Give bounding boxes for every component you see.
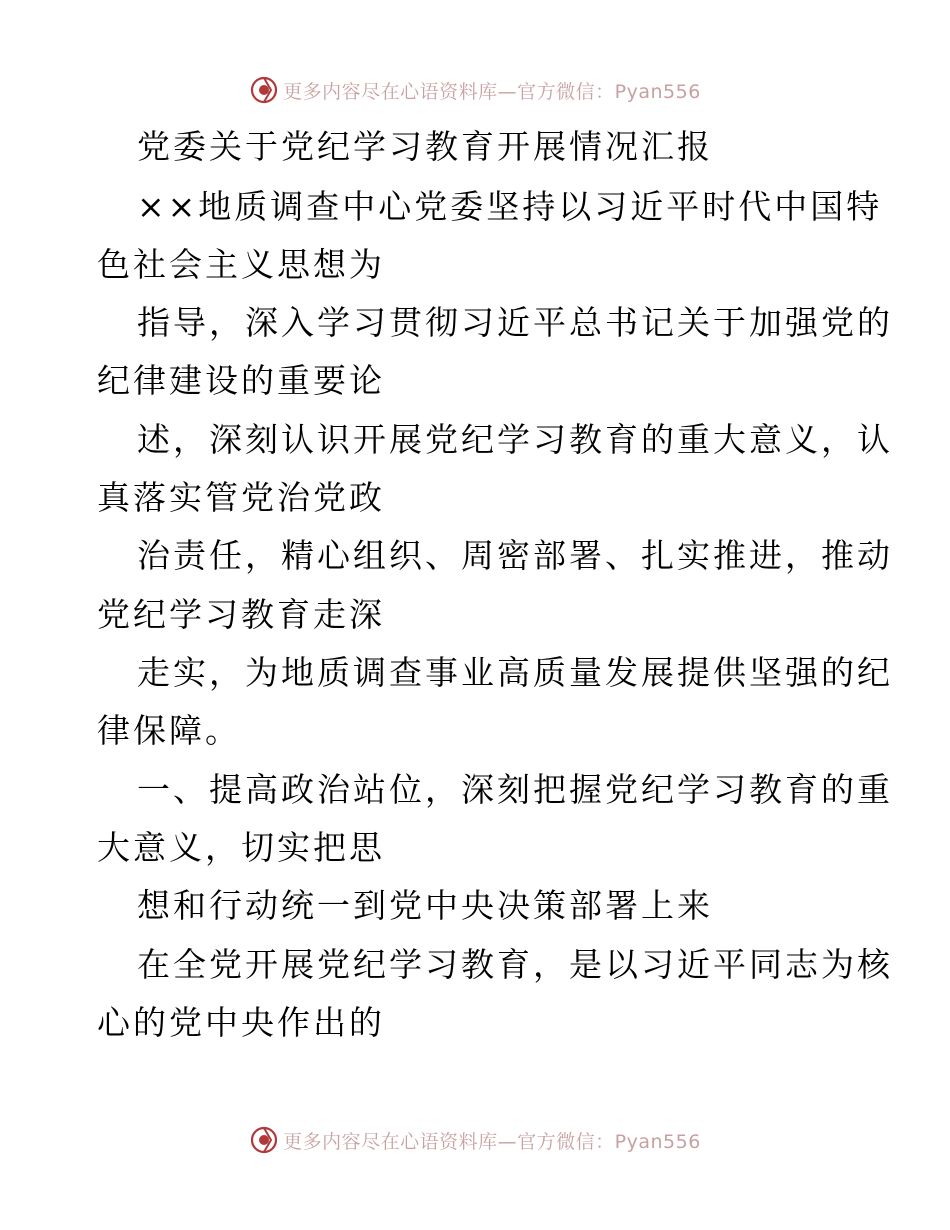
watermark-logo-icon — [249, 1125, 279, 1155]
paragraph-line: 治责任，精心组织、周密部署、扎实推进，推动 — [137, 536, 893, 575]
paragraph-line: 述，深刻认识开展党纪学习教育的重大意义，认 — [137, 420, 893, 459]
paragraph-line: 走实，为地质调查事业高质量发展提供坚强的纪 — [137, 653, 893, 692]
footer-watermark — [0, 1120, 950, 1160]
section-heading-line: 大意义，切实把思 — [97, 828, 385, 867]
paragraph-line: 纪律建设的重要论 — [97, 361, 385, 400]
watermark-text: 更多内容尽在心语资料库—官方微信：Pyan556 — [283, 1130, 701, 1153]
watermark-text: 更多内容尽在心语资料库—官方微信：Pyan556 — [283, 80, 701, 103]
section-heading-line: 想和行动统一到党中央决策部署上来 — [137, 886, 713, 925]
paragraph-line: ××地质调查中心党委坚持以习近平时代中国特 — [137, 187, 883, 226]
header-watermark — [0, 70, 950, 110]
paragraph-line: 在全党开展党纪学习教育，是以习近平同志为核 — [137, 945, 893, 984]
paragraph-line: 真落实管党治党政 — [97, 478, 385, 517]
paragraph-line: 心的党中央作出的 — [97, 1003, 385, 1042]
section-heading-line: 一、提高政治站位，深刻把握党纪学习教育的重 — [137, 770, 893, 809]
paragraph-line: 律保障。 — [97, 711, 241, 750]
watermark-logo-icon — [249, 75, 279, 105]
paragraph-line: 指导，深入学习贯彻习近平总书记关于加强党的 — [137, 303, 893, 342]
document-title: 党委关于党纪学习教育开展情况汇报 — [137, 127, 713, 166]
paragraph-line: 色社会主义思想为 — [97, 245, 385, 284]
paragraph-line: 党纪学习教育走深 — [97, 595, 385, 634]
